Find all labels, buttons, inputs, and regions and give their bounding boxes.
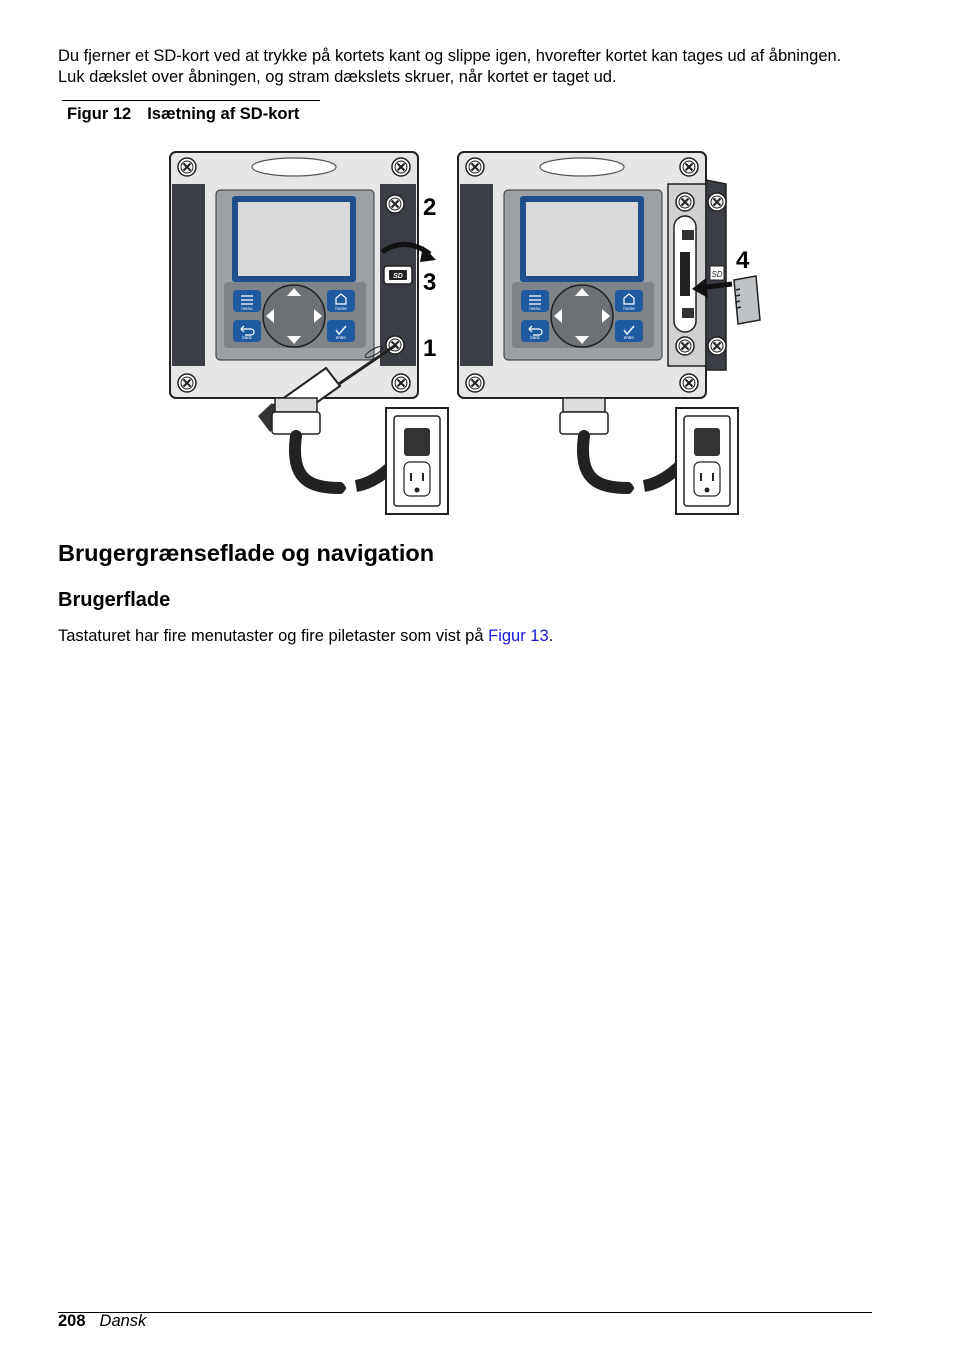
controller-left xyxy=(170,152,448,514)
back-key xyxy=(521,320,549,342)
display-screen xyxy=(238,202,350,276)
sd-card-figure xyxy=(160,140,780,520)
screw-icon xyxy=(680,158,698,176)
screw-icon xyxy=(178,158,196,176)
subsection-heading: Brugerflade xyxy=(58,589,171,611)
arrow-pad xyxy=(263,285,325,347)
page-footer xyxy=(58,1312,146,1331)
open-sd-door xyxy=(668,180,726,370)
svg-text:back: back xyxy=(242,335,252,340)
controller-right xyxy=(458,152,760,514)
menu-key xyxy=(233,290,261,312)
screw-icon xyxy=(708,193,726,211)
svg-text:enter: enter xyxy=(335,335,347,340)
arrow-pad xyxy=(551,285,613,347)
screw-icon xyxy=(466,374,484,392)
enter-key xyxy=(615,320,643,342)
footer-rule xyxy=(58,1312,872,1313)
figure-title: Isætning af SD-kort xyxy=(147,105,300,123)
screw-icon xyxy=(392,158,410,176)
figure-13-link[interactable]: Figur 13 xyxy=(488,627,549,645)
enter-key xyxy=(327,320,355,342)
screw-icon xyxy=(392,374,410,392)
figure-label: Figur 12 xyxy=(67,105,132,123)
power-outlet-icon xyxy=(386,408,448,514)
screw-icon xyxy=(680,374,698,392)
sd-slot xyxy=(680,252,690,296)
menu-key xyxy=(521,290,549,312)
screw-icon xyxy=(676,337,694,355)
callout-2: 2 xyxy=(423,194,437,221)
callout-3: 3 xyxy=(423,269,437,296)
page-number: 208 xyxy=(58,1312,86,1330)
power-outlet-icon xyxy=(676,408,738,514)
home-key xyxy=(615,290,643,312)
svg-text:SD: SD xyxy=(711,270,723,279)
svg-text:home: home xyxy=(335,306,347,311)
keypad-text-end: . xyxy=(548,627,554,645)
callout-1: 1 xyxy=(423,335,437,362)
sd-card-icon xyxy=(734,276,760,324)
svg-text:menu: menu xyxy=(241,306,253,311)
svg-text:home: home xyxy=(623,306,635,311)
screw-icon xyxy=(386,195,404,213)
intro-paragraph: Du fjerner et SD-kort ved at trykke på kortets kant og slippe igen, hvorefter kortet kan tages ud af åbningen. Luk dækslet over åbningen, og stram dækslets skruer, når kortet er taget ud. xyxy=(58,47,842,86)
svg-text:back: back xyxy=(530,335,540,340)
keypad-paragraph xyxy=(58,626,858,647)
svg-text:menu: menu xyxy=(529,306,541,311)
svg-text:enter: enter xyxy=(623,335,635,340)
svg-text:SD: SD xyxy=(393,273,403,280)
footer-language: Dansk xyxy=(99,1312,147,1330)
callout-4: 4 xyxy=(736,247,750,274)
back-key xyxy=(233,320,261,342)
keypad-text: Tastaturet har fire menutaster og fire piletaster som vist på xyxy=(58,627,489,645)
sd-cover xyxy=(384,266,412,284)
screw-icon xyxy=(466,158,484,176)
section-heading: Brugergrænseflade og navigation xyxy=(58,540,435,566)
figure-caption-rule xyxy=(62,100,320,101)
home-key xyxy=(327,290,355,312)
screw-icon xyxy=(676,193,694,211)
screw-icon xyxy=(178,374,196,392)
display-screen xyxy=(526,202,638,276)
screw-icon xyxy=(708,337,726,355)
figure-caption xyxy=(67,105,299,124)
